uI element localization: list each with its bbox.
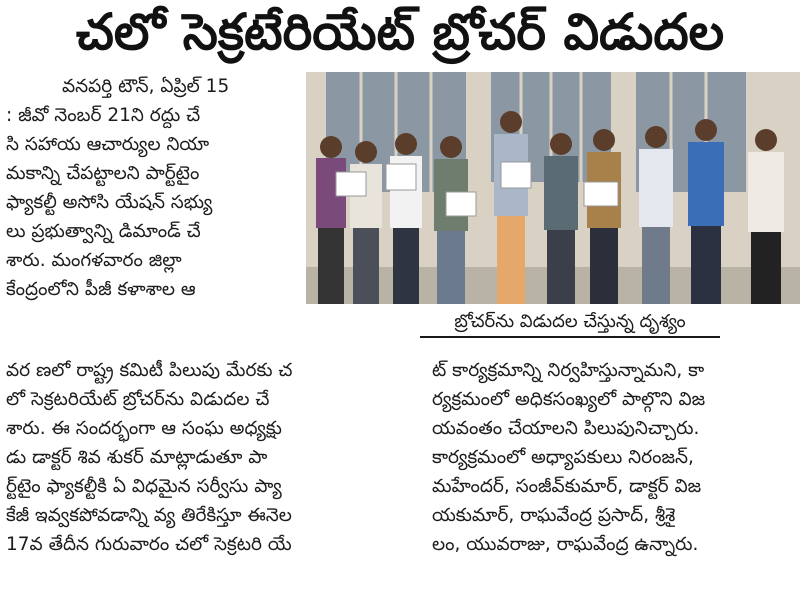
text-line: లు ప్రభుత్వాన్ని డిమాండ్ చే: [6, 221, 201, 242]
text-line: యకుమార్, రాఘవేంద్ర ప్రసాద్, శ్రీశై: [432, 505, 676, 526]
text-line: కార్యక్రమంలో అధ్యాపకులు నిరంజన్,: [432, 447, 694, 468]
text-line: ర్ట్‌టైం ఫ్యాకల్టీకి ఏ విధమైన సర్వీసు ప్యా: [6, 476, 282, 497]
text-line: లం, యువరాజు, రాఘవేంద్ర ఉన్నారు.: [432, 534, 699, 555]
text-line: లో సెక్రటరియేట్ బ్రోచర్‌ను విడుదల చే: [6, 389, 270, 410]
text-line: శారు. ఈ సందర్భంగా ఆ సంఘ అధ్యక్షు: [6, 418, 282, 439]
column-left-lower: [6, 356, 421, 559]
text-line: యవంతం చేయాలని పిలుపునిచ్చారు.: [432, 418, 700, 439]
text-line: : జీవో నెంబర్ 21ని రద్దు చే: [6, 105, 201, 126]
text-line: కేజీ ఇవ్వకపోవడాన్ని వ్య తిరేకిస్తూ ఈనెల: [6, 505, 292, 526]
article-headline: చలో సెక్రటేరియేట్ బ్రోచర్ విడుదల: [75, 3, 725, 61]
text-line: సి సహాయ ఆచార్యుల నియా: [6, 134, 210, 155]
text-line: ఫ్యాకల్టీ అసోసి యేషన్ సభ్యు: [6, 192, 213, 213]
news-photo: [306, 72, 800, 304]
text-line: వనపర్తి టౌన్, ఏప్రిల్ 15: [62, 76, 230, 97]
text-line: మకాన్ని చేపట్టాలని పార్ట్‌టైం: [6, 163, 200, 184]
photo-caption: బ్రోచర్‌ను విడుదల చేస్తున్న దృశ్యం: [420, 308, 720, 338]
column-right: [432, 356, 794, 559]
text-line: మహేందర్, సంజీవ్‌కుమార్, డాక్టర్ విజ: [432, 476, 702, 497]
text-line: ట్ కార్యక్రమాన్ని నిర్వహిస్తున్నామని, కా: [432, 360, 705, 381]
group-photo-illustration: [306, 72, 800, 304]
column-left-upper: [6, 72, 308, 304]
text-line: డు డాక్టర్ శివ శుకర్ మాట్లాడుతూ పా: [6, 447, 268, 468]
text-line: ర్యక్రమంలో అధికసంఖ్యలో పాల్గొని విజ: [432, 389, 706, 410]
text-line: శారు. మంగళవారం జిల్లా: [6, 250, 182, 271]
text-line: వర ణలో రాష్ట్ర కమిటీ పిలుపు మేరకు చ: [6, 360, 293, 381]
text-line: కేంద్రంలోని పీజీ కళాశాల ఆ: [6, 279, 196, 300]
text-line: 17వ తేదీన గురువారం చలో సెక్రటరి యే: [6, 534, 292, 555]
